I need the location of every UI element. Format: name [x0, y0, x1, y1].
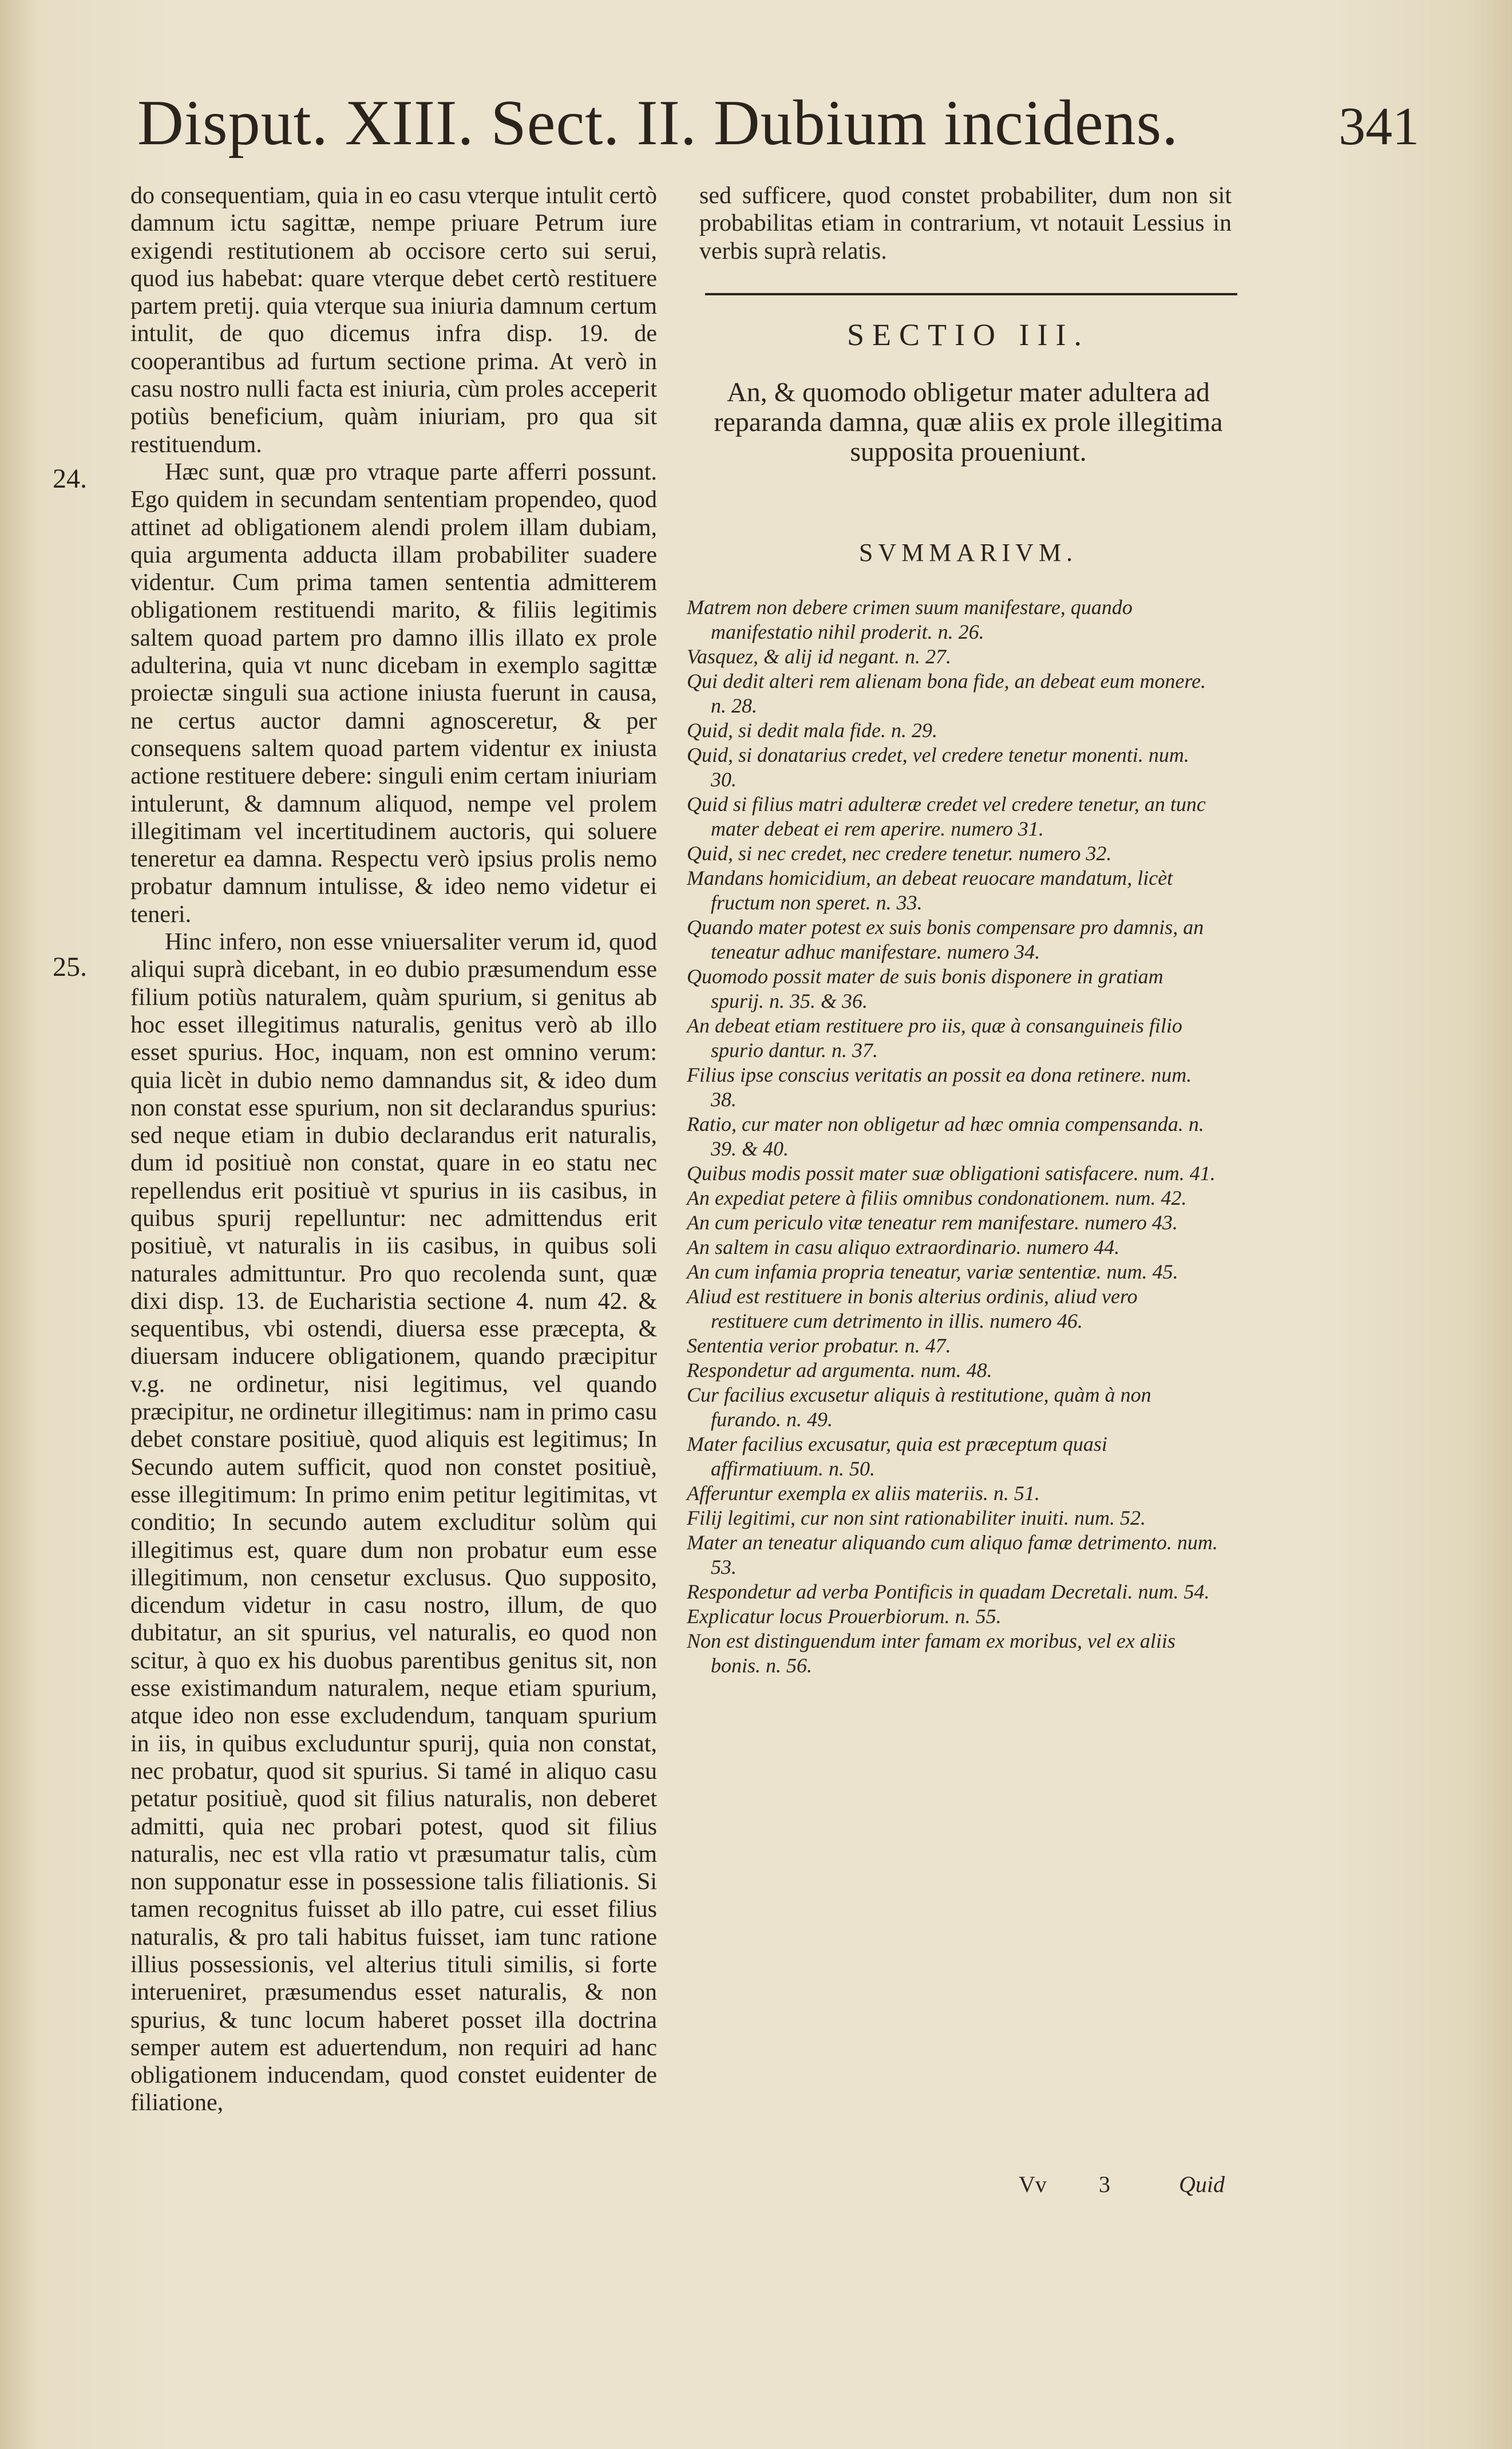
summary-list — [687, 595, 1219, 1678]
paragraph-24: Hæc sunt, quæ pro vtraque parte afferri possunt. Ego quidem in secundam sententiam propendeo, quod attinet ad obligationem alendi prolem illam dubiam, quia argumenta adducta illam probabiliter suadere videntur. Cum prima tamen sententia admitterem obligationem restituendi marito, & filiis legitimis saltem quoad partem pro damno illis illato ex prole adulterina, quia vt nunc dicebam in exemplo sagittæ proiectæ singuli sua actione iniusta fuerunt in causa, ne certus auctor damni agnosceretur, & per consequens saltem quoad partem videntur ex iniusta actione restituere debere: singuli enim certam iniuriam intulerunt, & damnum aliquod, nempe vel prolem illegitimam vel incertitudinem auctoris, qui soluere teneretur ea damna. Respectu verò ipsius prolis nemo probatur damnum intulisse, & ideo nemo videtur ei teneri. — [130, 458, 657, 928]
paragraph-25: Hinc infero, non esse vniuersaliter verum id, quod aliqui suprà dicebant, in eo dubio præsumendum esse filium potiùs naturalem, quàm spurium, si genitus ab hoc esset illegitimus naturalis, genitus verò ab illo esset spurius. Hoc, inquam, non est omnino verum: quia licèt in dubio nemo damnandus sit, & ideo dum non constat esse spurium, non sit declarandus spurius: sed neque etiam in dubio declarandus erit naturalis, dum id positiuè non constat, quare in eo statu nec repellendus erit positiuè vt spurius in iis casibus, in quibus spurij repelluntur: nec admittendus erit positiuè, vt naturalis in iis casibus, in quibus soli naturales admittuntur. Pro quo recolenda sunt, quæ dixi disp. 13. de Eucharistia sectione 4. num 42. & sequentibus, vbi ostendi, diuersa esse præcepta, & diuersam inducere obligationem, quando præcipitur v.g. ne ordinetur, nisi legitimus, vel quando præcipitur, ne ordinetur illegitimus: nam in primo casu debet constare positiuè, quod aliquis est legitimus; In Secundo autem sufficit, quod non constet positiuè, esse illegitimum: In primo enim petitur legitimitas, vt conditio; In secundo autem excluditur solùm qui illegitimus est, quare dum non probatur eum esse illegitimum, non censetur exclusus. Quo supposito, dicendum videtur in casu nostro, illum, de quo dubitatur, an sit spurius, vel naturalis, eo quod non scitur, à quo ex his duobus parentibus genitus sit, non esse existimandum naturalem, neque etiam spurium, atque ideo non esse excludendum, tanquam spurium in iis, in quibus excluduntur spurij, quia non constat, nec probatur, quod sit spurius. Si tamé in aliquo casu petatur positiuè, quod sit filius naturalis, non deberet admitti, quia nec probari potest, quod sit filius naturalis, nec est vlla ratio vt præsumatur talis, cùm non supponatur esse in possessione talis filiationis. Si tamen recognitus fuisset ab illo patre, cui esset filius naturalis, & pro tali habitus fuisset, iam tunc ratione illius possessionis, vel alterius tituli similis, si forte interueniret, præsumendus esset naturalis, & non spurius, & tunc locum haberet posset illa doctrina semper autem est aduertendum, non requiri ad hanc obligationem inducendam, quod constet euidenter de filiatione, — [130, 929, 657, 2116]
section-heading: An, & quomodo obligetur mater adultera ad reparanda damna, quæ aliis ex prole illegitima supposita proueniunt. — [714, 377, 1223, 467]
summary-item: Cur facilius excusetur aliquis à restitutione, quàm à non furando. n. 49. — [687, 1383, 1151, 1431]
summary-item: Mandans homicidium, an debeat reuocare mandatum, licèt fructum non speret. n. 33. — [687, 867, 1173, 914]
summary-item: An expediat petere à filiis omnibus condonationem. num. 42. — [687, 1186, 1187, 1209]
summary-item: Respondetur ad argumenta. num. 48. — [687, 1359, 992, 1382]
paragraph-number-24: 24. — [53, 464, 87, 494]
summary-item: Quando mater potest ex suis bonis compensare pro damnis, an teneatur adhuc manifestare. numero 34. — [687, 916, 1204, 963]
section-divider — [705, 293, 1237, 295]
left-column — [130, 182, 657, 2117]
summary-item: Respondetur ad verba Pontificis in quadam Decretali. num. 54. — [687, 1580, 1210, 1603]
running-title: Disput. XIII. Sect. II. Dubium incidens. — [137, 88, 1179, 159]
summary-item: Quibus modis possit mater suæ obligationi satisfacere. num. 41. — [687, 1162, 1216, 1185]
paragraph-continued-right: sed sufficere, quod constet probabiliter, dum non sit probabilitas etiam in contrarium, vt notauit Lessius in verbis suprà relatis. — [699, 183, 1232, 264]
signature-mark: Vv — [1019, 2171, 1047, 2197]
summary-item: Vasquez, & alij id negant. n. 27. — [687, 645, 951, 668]
summary-item: Quomodo possit mater de suis bonis disponere in gratiam spurij. n. 35. & 36. — [687, 965, 1163, 1012]
summary-item: Non est distinguendum inter famam ex moribus, vel ex aliis bonis. n. 56. — [687, 1629, 1175, 1677]
summary-item: Ratio, cur mater non obligetur ad hæc omnia compensanda. n. 39. & 40. — [687, 1113, 1204, 1160]
summary-item: Afferuntur exempla ex aliis materiis. n. 51. — [687, 1482, 1040, 1505]
summary-item: Quid, si donatarius credet, vel credere tenetur monenti. num. 30. — [687, 743, 1189, 791]
page-header — [137, 86, 1419, 160]
summary-item: Quid, si nec credet, nec credere tenetur. numero 32. — [687, 842, 1112, 865]
paragraph-continued: do consequentiam, quia in eo casu vterque intulit certò damnum ictu sagittæ, nempe priuare Petrum iure exigendi restitutionem ab occisore certo sui serui, quod ius habebat: quare vterque debet certò restituere partem pretij. quia vterque sua iniuria damnum certum intulit, de quo dicemus infra disp. 19. de cooperantibus ad furtum sectione prima. At verò in casu nostro nulli facta est iniuria, cùm proles acceperit potiùs beneficium, quàm iniuriam, pro qua sit restituendum. — [130, 183, 657, 458]
summary-item: Quid, si dedit mala fide. n. 29. — [687, 719, 937, 742]
summary-item: Qui dedit alteri rem alienam bona fide, an debeat eum monere. n. 28. — [687, 670, 1206, 717]
summary-item: Aliud est restituere in bonis alterius ordinis, aliud vero restituere cum detrimento in illis. numero 46. — [687, 1285, 1138, 1332]
catchword: Quid — [1179, 2171, 1225, 2197]
paragraph-number-25: 25. — [53, 952, 87, 982]
summary-item: An debeat etiam restituere pro iis, quæ à consanguineis filio spurio dantur. n. 37. — [687, 1014, 1182, 1062]
summary-item: Sententia verior probatur. n. 47. — [687, 1334, 951, 1357]
summary-item: Filij legitimi, cur non sint rationabiliter inuiti. num. 52. — [687, 1506, 1146, 1529]
summary-item: Matrem non debere crimen suum manifestare, quando manifestatio nihil proderit. n. 26. — [687, 596, 1133, 643]
section-title: SECTIO III. — [847, 318, 1090, 352]
summary-item: An cum periculo vitæ teneatur rem manifestare. numero 43. — [687, 1211, 1178, 1234]
summary-title: SVMMARIVM. — [858, 539, 1078, 567]
right-column — [699, 182, 1232, 265]
page-number: 341 — [1339, 97, 1419, 156]
summary-item: Mater facilius excusatur, quia est præceptum quasi affirmatiuum. n. 50. — [687, 1433, 1107, 1480]
page-footer — [1019, 2169, 1225, 2200]
summary-item: An cum infamia propria teneatur, variæ sententiæ. num. 45. — [687, 1260, 1178, 1283]
summary-item: An saltem in casu aliquo extraordinario. numero 44. — [687, 1236, 1120, 1259]
summary-item: Filius ipse conscius veritatis an possit ea dona retinere. num. 38. — [687, 1063, 1192, 1111]
summary-item: Mater an teneatur aliquando cum aliquo famæ detrimento. num. 53. — [687, 1531, 1218, 1578]
summary-item: Quid si filius matri adulteræ credet vel credere tenetur, an tunc mater debeat ei rem aperire. numero 31. — [687, 793, 1206, 840]
signature-number: 3 — [1099, 2171, 1110, 2197]
summary-item: Explicatur locus Prouerbiorum. n. 55. — [687, 1605, 1002, 1628]
